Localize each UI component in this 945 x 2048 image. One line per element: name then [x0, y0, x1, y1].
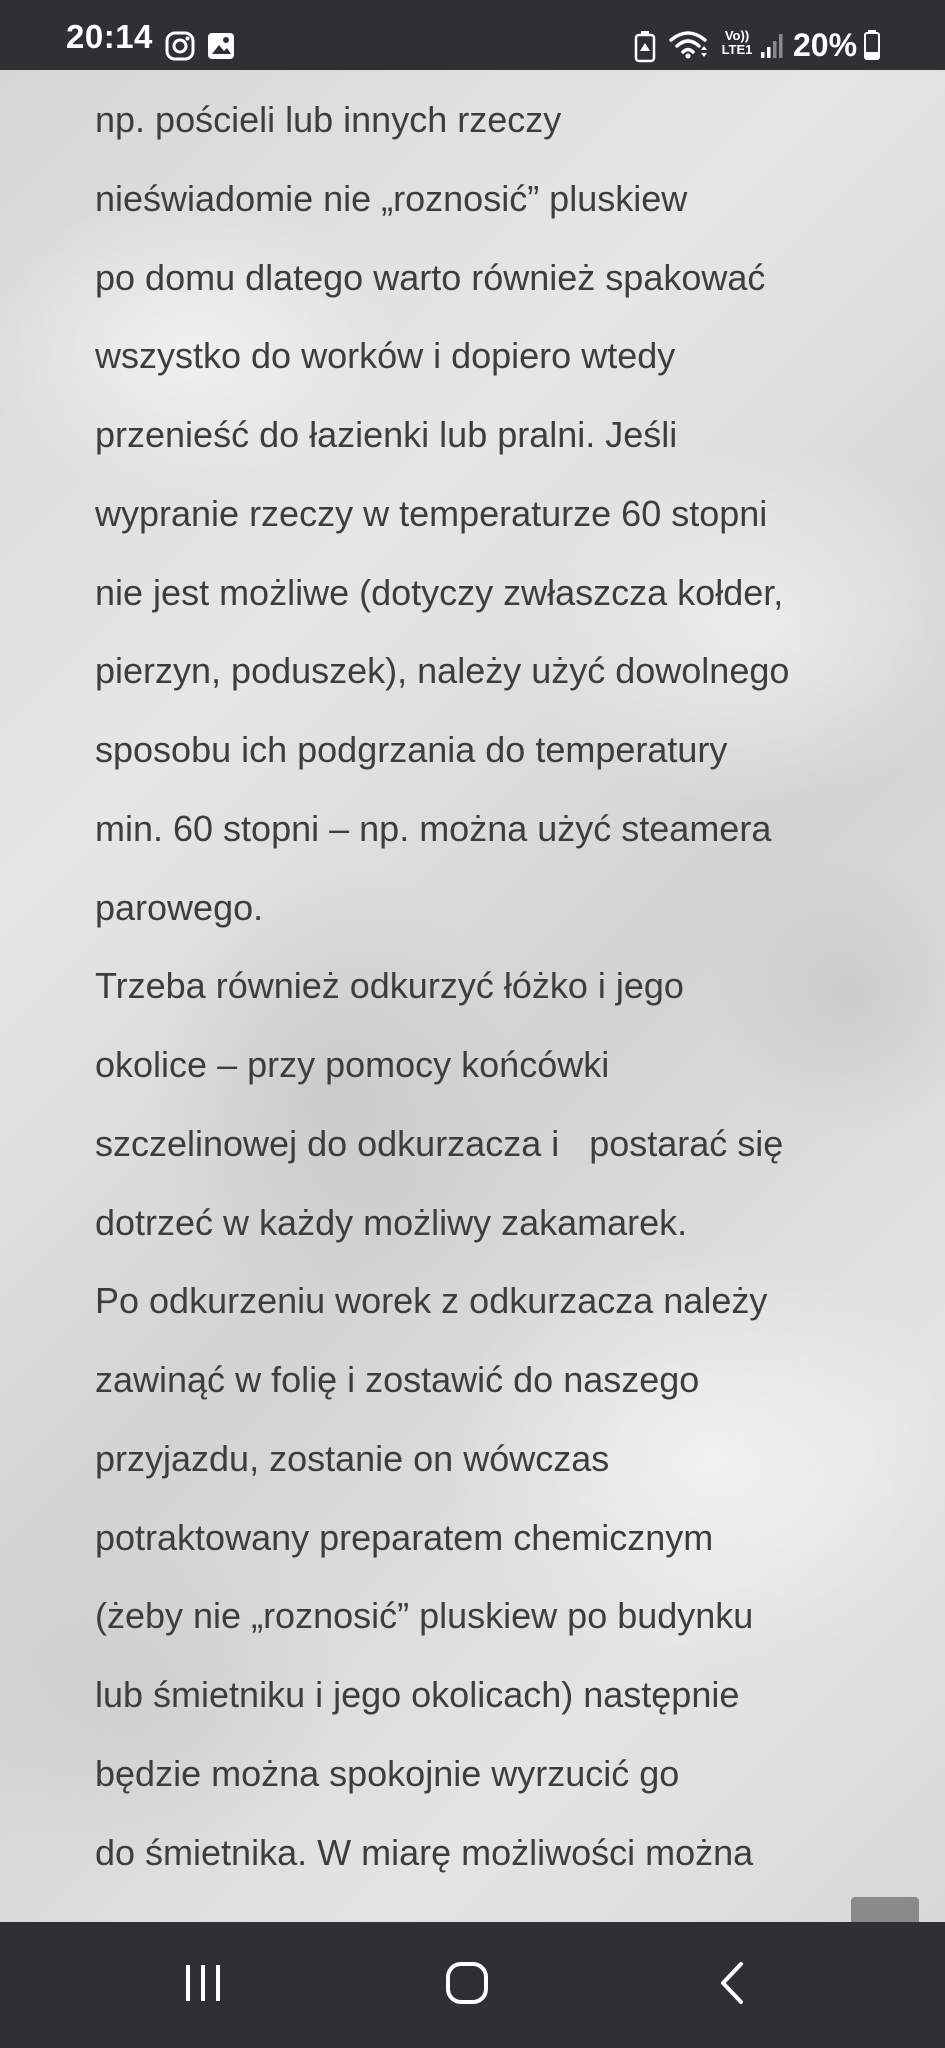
- battery-icon: [864, 30, 880, 60]
- text-line: zawinąć w folię i zostawić do naszego: [95, 1359, 700, 1400]
- battery-saver-icon: [634, 31, 656, 63]
- text-line: przyjazdu, zostanie on wówczas: [95, 1438, 610, 1479]
- text-line: wypranie rzeczy w temperaturze 60 stopni: [95, 493, 768, 534]
- scroll-to-top-button[interactable]: [851, 1897, 919, 1922]
- text-line: Trzeba również odkurzyć łóżko i jego: [95, 965, 684, 1006]
- text-line: lub śmietniku i jego okolicach) następnie: [95, 1674, 740, 1715]
- instagram-icon: [165, 31, 195, 61]
- text-line: nie jest możliwe (dotyczy zwłaszcza kołder,: [95, 572, 784, 613]
- text-line: dotrzeć w każdy możliwy zakamarek.: [95, 1202, 688, 1243]
- article-content: [0, 70, 945, 1922]
- home-button[interactable]: [432, 1955, 502, 2015]
- recent-apps-icon: [181, 1961, 225, 2009]
- text-line: min. 60 stopni – np. można użyć steamera: [95, 808, 772, 849]
- text-line: parowego.: [95, 887, 264, 928]
- text-line: okolice – przy pomocy końcówki: [95, 1044, 610, 1085]
- text-line: potraktowany preparatem chemicznym: [95, 1517, 714, 1558]
- back-button[interactable]: [698, 1955, 768, 2015]
- text-line: np. pościeli lub innych rzeczy: [95, 99, 562, 140]
- text-line: szczelinowej do odkurzacza i postarać się: [95, 1123, 784, 1164]
- text-line: Po odkurzeniu worek z odkurzacza należy: [95, 1280, 768, 1321]
- recent-apps-button[interactable]: [168, 1955, 238, 2015]
- text-line: (żeby nie „roznosić” pluskiew po budynku: [95, 1595, 754, 1636]
- navigation-bar: [0, 1922, 945, 2048]
- text-line: sposobu ich podgrzania do temperatury: [95, 729, 728, 770]
- text-line: do śmietnika. W miarę możliwości można: [95, 1832, 754, 1873]
- text-line: wszystko do worków i dopiero wtedy: [95, 335, 676, 376]
- status-time: 20:14: [66, 18, 153, 55]
- wifi-icon: [668, 30, 708, 60]
- back-icon: [713, 1959, 753, 2011]
- text-line: po domu dlatego warto również spakować: [95, 257, 766, 298]
- gallery-icon: [206, 31, 236, 61]
- home-icon: [443, 1959, 491, 2011]
- battery-percent: 20%: [793, 27, 858, 63]
- signal-icon: [759, 30, 787, 60]
- status-bar: [0, 0, 945, 70]
- text-line: będzie można spokojnie wyrzucić go: [95, 1753, 680, 1794]
- network-type-label: Vo)) LTE1: [721, 28, 753, 57]
- text-line: pierzyn, poduszek), należy użyć dowolnego: [95, 650, 790, 691]
- text-line: nieświadomie nie „roznosić” pluskiew: [95, 178, 688, 219]
- text-line: przenieść do łazienki lub pralni. Jeśli: [95, 414, 678, 455]
